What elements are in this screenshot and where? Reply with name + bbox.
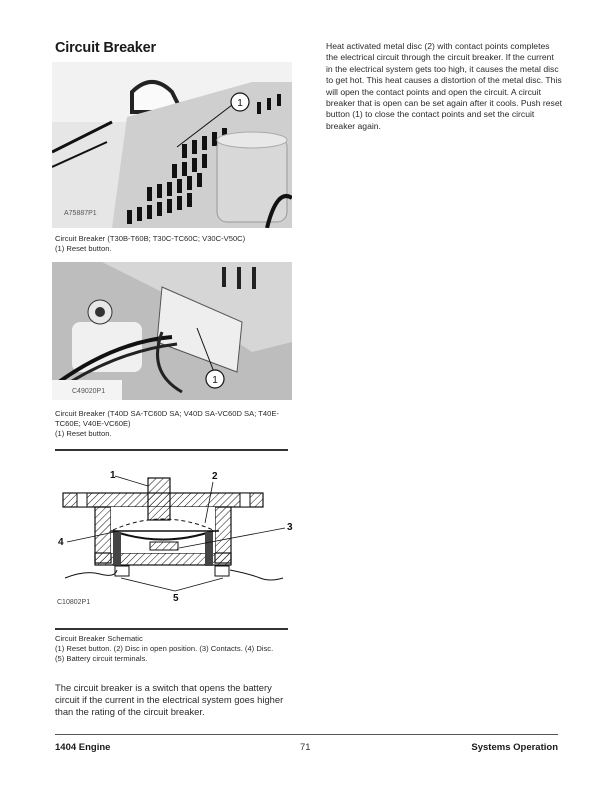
figure-2-caption-legend: (1) Reset button. [55, 428, 112, 438]
footer-divider [55, 734, 558, 735]
schematic-diagram [55, 466, 295, 606]
page-number: 71 [300, 742, 311, 753]
figure-2-caption [55, 409, 295, 438]
figure-1-caption [55, 234, 295, 254]
photo-illustration-1 [52, 62, 292, 228]
circuit-breaker-photo-2 [52, 262, 292, 400]
figure-3-caption-title: Circuit Breaker Schematic [55, 634, 143, 643]
svg-text:C49020P1: C49020P1 [72, 388, 106, 395]
figure-3-caption [55, 634, 295, 663]
svg-text:1: 1 [110, 470, 116, 481]
photo-illustration-2 [52, 262, 292, 400]
circuit-breaker-photo-1 [52, 62, 292, 228]
svg-text:3: 3 [287, 522, 293, 533]
figure-2-caption-title: Circuit Breaker (T40D SA-TC60D SA; V40D SA-VC60D SA; T40E-TC60E; V40E-VC60E) [55, 409, 279, 428]
figure-3-caption-legend-1: (1) Reset button. (2) Disc in open position. (3) Contacts. (4) Disc. [55, 643, 274, 653]
svg-text:2: 2 [212, 471, 218, 482]
footer-manual-title: 1404 Engine [55, 742, 111, 753]
figure-3-id: C10802P1 [57, 599, 91, 606]
section-divider [55, 449, 288, 451]
section-divider [55, 628, 288, 630]
description-paragraph: Heat activated metal disc (2) with contact points completes the electrical circuit through the circuit breaker. If the current in the electrical system gets too high, it causes the metal disc to get hot. This heat causes a distortion of the metal disc. This will open the contact points and open the circuit. A circuit breaker that is open can be set again after it cools. Push reset button (1) to close the contact points and set the circuit breaker again. [326, 41, 562, 131]
svg-text:1: 1 [237, 98, 243, 109]
intro-paragraph: The circuit breaker is a switch that opens the battery circuit if the current in the electrical system goes higher than the rating of the circuit breaker. [55, 682, 284, 718]
svg-text:1: 1 [212, 375, 218, 386]
figure-3-caption-legend-2: (5) Battery circuit terminals. [55, 653, 148, 663]
footer-section-title: Systems Operation [471, 742, 558, 753]
figure-1-caption-title: Circuit Breaker (T30B-T60B; T30C-TC60C; V30C-V50C) [55, 234, 246, 243]
svg-text:5: 5 [173, 593, 179, 604]
circuit-breaker-schematic [55, 466, 295, 606]
figure-1-caption-legend: (1) Reset button. [55, 243, 112, 253]
page-title: Circuit Breaker [55, 40, 156, 56]
svg-text:A75887P1: A75887P1 [64, 210, 97, 217]
svg-text:4: 4 [58, 537, 64, 548]
